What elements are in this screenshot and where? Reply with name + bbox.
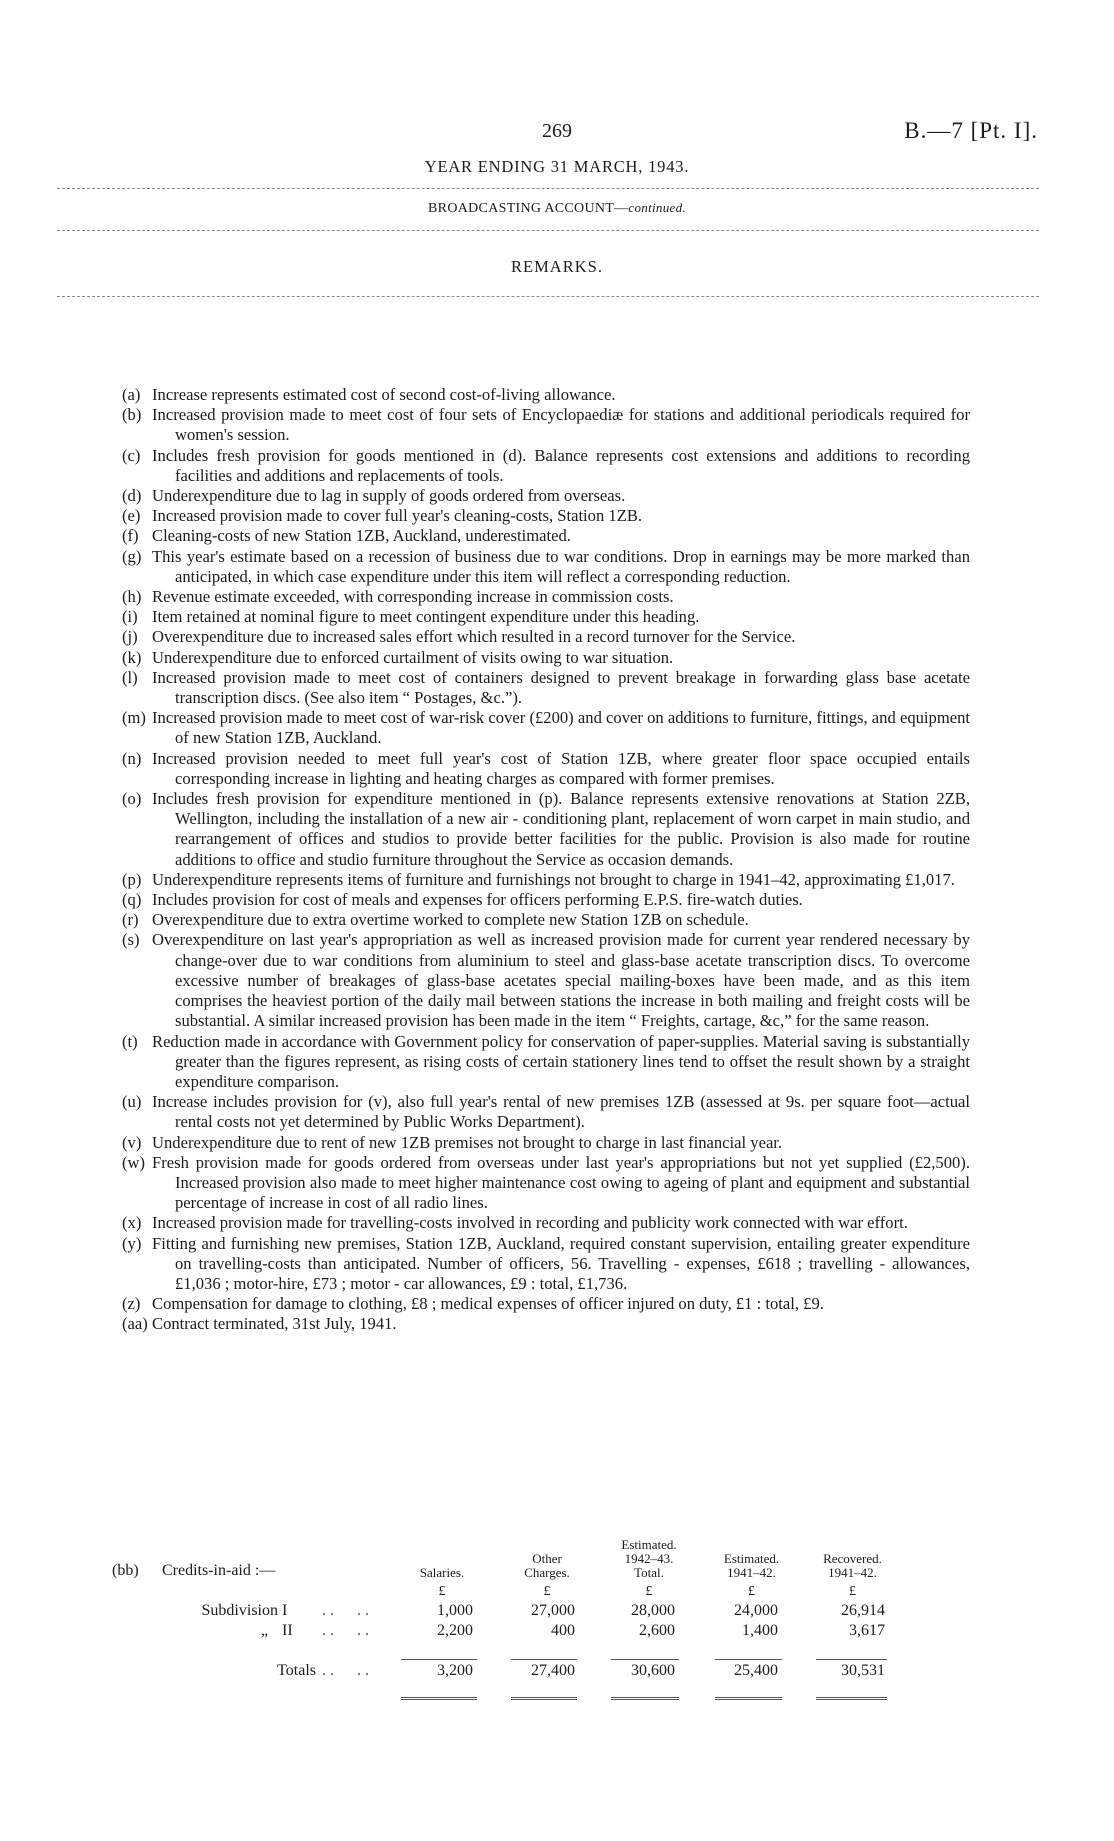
remark-item bbox=[122, 930, 970, 1031]
section-title: REMARKS. bbox=[511, 257, 603, 276]
remark-item bbox=[122, 749, 970, 789]
remark-label: (u) bbox=[122, 1092, 142, 1112]
divider bbox=[57, 296, 1039, 297]
remark-text: Overexpenditure on last year's appropriation as well as increased provision made for current year rendered necessary by change-over due to war conditions from aluminium to steel and glass-base acetate transcription discs. To overcome excessive number of breakages of glass-base acetates special mailing-boxes have been made, and as this item comprises the heaviest portion of the daily mail between stations the increase in both mailing and freight costs will be substantial. A similar increased provision has been made in the item “ Freights, cartage, &c,” for the same reason. bbox=[152, 930, 970, 1031]
remark-text: Fitting and furnishing new premises, Station 1ZB, Auckland, required constant supervision, entailing greater expenditure on travelling-costs than anticipated. Number of officers, 56. Travelling - expenses, £618 ; travelling - allowances, £1,036 ; motor-hire, £73 ; motor - car allowances, £9 : total, £1,736. bbox=[152, 1233, 970, 1293]
remark-label: (z) bbox=[122, 1294, 141, 1314]
remark-item bbox=[122, 607, 970, 627]
remark-text: Contract terminated, 31st July, 1941. bbox=[152, 1314, 397, 1334]
remark-label: (g) bbox=[122, 546, 142, 566]
currency-symbol: £ bbox=[543, 1584, 551, 1599]
remark-item bbox=[122, 910, 970, 930]
remark-label: (p) bbox=[122, 869, 142, 889]
remark-item bbox=[122, 526, 970, 546]
totals-row: Totals .. .. 3,200 27,400 30,600 25,400 30,531 bbox=[112, 1660, 903, 1680]
remark-text: Increased provision made for travelling-costs involved in recording and publicity work connected with war effort. bbox=[152, 1213, 908, 1233]
currency-symbol: £ bbox=[645, 1584, 653, 1599]
remark-text: Underexpenditure due to enforced curtailment of visits owing to war situation. bbox=[152, 647, 674, 667]
remark-text: Overexpenditure due to extra overtime worked to complete new Station 1ZB on schedule. bbox=[152, 910, 749, 930]
row-number: I bbox=[282, 1602, 288, 1619]
remark-text: Increased provision made to meet cost of war-risk cover (£200) and cover on additions to furniture, fittings, and equipment of new Station 1ZB, Auckland. bbox=[152, 708, 970, 748]
remark-label: (l) bbox=[122, 667, 138, 687]
remark-label: (a) bbox=[122, 385, 141, 404]
remark-item bbox=[122, 1153, 970, 1214]
remark-text: Overexpenditure due to increased sales effort which resulted in a record turnover for the Service. bbox=[152, 627, 796, 647]
document-reference: B.—7 [Pt. I]. bbox=[904, 118, 1038, 143]
cell-total: 28,000 bbox=[631, 1602, 675, 1619]
remark-item bbox=[122, 1213, 970, 1233]
remark-item bbox=[122, 1314, 970, 1334]
cell-estimated: 1,400 bbox=[742, 1622, 778, 1639]
remark-item bbox=[122, 648, 970, 668]
remark-text: Increase includes provision for (v), also full year's rental of new premises 1ZB (assessed at 9s. per square foot—actual rental costs not yet determined by Public Works Department). bbox=[152, 1092, 970, 1132]
remark-item bbox=[122, 890, 970, 910]
credits-title: Credits-in-aid :— bbox=[162, 1562, 276, 1579]
remark-text: Item retained at nominal figure to meet contingent expenditure under this heading. bbox=[152, 607, 700, 627]
remark-label: (d) bbox=[122, 486, 142, 506]
remark-label: (w) bbox=[122, 1152, 146, 1172]
total-salaries: 3,200 bbox=[437, 1662, 473, 1679]
remark-text: Includes fresh provision for expenditure mentioned in (p). Balance represents extensive renovations at Station 2ZB, Wellington, including the installation of a new air - conditioning plant, replacement of worn carpet in main studio, and rearrangement of offices and studios to provide better facilities for the public. Provision is also made for routine additions to office and studio furniture throughout the Service as occasion demands. bbox=[152, 789, 970, 869]
header-other-charges: Other Charges. bbox=[524, 1551, 570, 1580]
remark-item bbox=[122, 1032, 970, 1093]
remark-text: Underexpenditure due to rent of new 1ZB premises not brought to charge in last financial year. bbox=[152, 1132, 783, 1152]
remark-text: This year's estimate based on a recession of business due to war conditions. Drop in earnings may be more marked than anticipated, in which case expenditure under this item will reflect a corresponding reduction. bbox=[152, 546, 970, 586]
remark-item bbox=[122, 547, 970, 587]
remark-label: (h) bbox=[122, 587, 142, 607]
currency-symbol: £ bbox=[748, 1584, 755, 1599]
row-name: Subdivision bbox=[201, 1602, 278, 1619]
divider bbox=[57, 188, 1039, 189]
remark-item bbox=[122, 1234, 970, 1295]
remark-text: Compensation for damage to clothing, £8 ; medical expenses of officer injured on duty, £1 : total, £9. bbox=[152, 1294, 824, 1314]
remark-item bbox=[122, 587, 970, 607]
remark-text: Increased provision made to cover full year's cleaning-costs, Station 1ZB. bbox=[152, 506, 643, 526]
total-other: 27,400 bbox=[531, 1662, 575, 1679]
cell-salaries: 2,200 bbox=[437, 1622, 473, 1639]
remark-label: (t) bbox=[122, 1031, 138, 1051]
cell-recovered: 3,617 bbox=[849, 1622, 885, 1639]
header-recovered: Recovered. 1941–42. bbox=[823, 1551, 882, 1580]
remark-label: (x) bbox=[122, 1213, 142, 1233]
remark-text: Reduction made in accordance with Government policy for conservation of paper-supplies. Material saving is substantially greater than the figures represent, as rising costs of certain stationery lines tend to offset the result shown by a straight expenditure comparison. bbox=[152, 1031, 970, 1091]
remark-text: Includes provision for cost of meals and expenses for officers performing E.P.S. fire-watch duties. bbox=[152, 890, 803, 910]
cell-recovered: 26,914 bbox=[841, 1602, 885, 1619]
cell-salaries: 1,000 bbox=[437, 1602, 473, 1619]
remark-label: (v) bbox=[122, 1132, 142, 1152]
totals-label: Totals bbox=[277, 1662, 316, 1679]
header-estimated-total: Estimated. 1942–43. Total. bbox=[621, 1537, 677, 1580]
remark-text: Increase represents estimated cost of second cost-of-living allowance. bbox=[152, 385, 616, 404]
remarks-list bbox=[122, 385, 970, 1335]
remark-item bbox=[122, 708, 970, 748]
remark-item bbox=[122, 446, 970, 486]
remark-text: Underexpenditure due to lag in supply of goods ordered from overseas. bbox=[152, 486, 626, 506]
account-title bbox=[0, 200, 1114, 217]
remark-label: (f) bbox=[122, 526, 139, 546]
row-name: „ bbox=[260, 1622, 268, 1639]
total-estimated: 25,400 bbox=[734, 1662, 778, 1679]
total-recovered: 30,531 bbox=[841, 1662, 885, 1679]
remark-text: Fresh provision made for goods ordered from overseas under last year's appropriations but not yet supplied (£2,500). Increased provision also made to meet higher maintenance cost owing to ageing of plant and equipment and substantial percentage of increase in cost of all radio lines. bbox=[152, 1152, 970, 1213]
credits-in-aid-table bbox=[112, 1538, 903, 1700]
remark-label: (m) bbox=[122, 708, 146, 728]
remark-item bbox=[122, 385, 970, 405]
remark-label: (e) bbox=[122, 506, 141, 526]
divider bbox=[57, 230, 1039, 231]
remark-item bbox=[122, 789, 970, 870]
remark-text: Increased provision needed to meet full year's cost of Station 1ZB, where greater floor space occupied entails corresponding increase in lighting and heating charges as compared with former premises. bbox=[152, 748, 970, 788]
cell-other: 400 bbox=[551, 1622, 575, 1639]
currency-symbol: £ bbox=[438, 1584, 446, 1599]
remark-item bbox=[122, 1294, 970, 1314]
remark-label: (s) bbox=[122, 930, 140, 950]
credits-label: (bb) bbox=[112, 1562, 139, 1579]
remark-text: Cleaning-costs of new Station 1ZB, Auckland, underestimated. bbox=[152, 526, 571, 546]
cell-other: 27,000 bbox=[531, 1602, 575, 1619]
table-row: Subdivision I .. .. 1,000 27,000 28,000 24,000 26,914 bbox=[112, 1600, 903, 1620]
header-salaries: Salaries. bbox=[419, 1565, 465, 1580]
remark-label: (c) bbox=[122, 445, 141, 465]
remark-text: Increased provision made to meet cost of containers designed to prevent breakage in forwarding glass base acetate transcription discs. (See also item “ Postages, &c.”). bbox=[152, 667, 970, 708]
remark-text: Underexpenditure represents items of furniture and furnishings not brought to charge in 1941–42, approximating £1,017. bbox=[152, 869, 955, 889]
account-title-suffix: continued. bbox=[628, 200, 686, 215]
remark-label: (k) bbox=[122, 647, 142, 667]
account-title-text: BROADCASTING ACCOUNT— bbox=[428, 201, 629, 216]
year-title: YEAR ENDING 31 MARCH, 1943. bbox=[424, 157, 690, 176]
remark-text: Revenue estimate exceeded, with corresponding increase in commission costs. bbox=[152, 587, 674, 607]
page-number: 269 bbox=[542, 120, 572, 142]
remark-label: (n) bbox=[122, 748, 142, 768]
remark-item bbox=[122, 668, 970, 708]
remark-label: (b) bbox=[122, 405, 142, 425]
remark-item bbox=[122, 486, 970, 506]
cell-estimated: 24,000 bbox=[734, 1602, 778, 1619]
remark-label: (i) bbox=[122, 607, 138, 627]
remark-item bbox=[122, 870, 970, 890]
row-number: II bbox=[282, 1622, 293, 1639]
remark-item bbox=[122, 1092, 970, 1132]
currency-symbol: £ bbox=[849, 1584, 856, 1599]
remark-label: (aa) bbox=[122, 1314, 148, 1334]
remark-item bbox=[122, 405, 970, 445]
remark-label: (j) bbox=[122, 627, 138, 647]
remark-text: Includes fresh provision for goods mentioned in (d). Balance represents cost extensions and additions to recording facilities and additions and replacements of tools. bbox=[152, 445, 970, 485]
table-row: „ II .. .. 2,200 400 2,600 1,400 3,617 bbox=[112, 1620, 903, 1640]
remark-item bbox=[122, 1133, 970, 1153]
remark-label: (y) bbox=[122, 1233, 142, 1253]
total-total: 30,600 bbox=[631, 1662, 675, 1679]
remark-label: (r) bbox=[122, 910, 139, 930]
remark-item bbox=[122, 506, 970, 526]
remark-item bbox=[122, 627, 970, 647]
remark-text: Increased provision made to meet cost of four sets of Encyclopaediæ for stations and additional periodicals required for women's session. bbox=[152, 405, 970, 445]
header-estimated-1941: Estimated. 1941–42. bbox=[723, 1551, 780, 1580]
cell-total: 2,600 bbox=[639, 1622, 675, 1639]
remark-label: (o) bbox=[122, 789, 142, 809]
remark-label: (q) bbox=[122, 890, 142, 910]
